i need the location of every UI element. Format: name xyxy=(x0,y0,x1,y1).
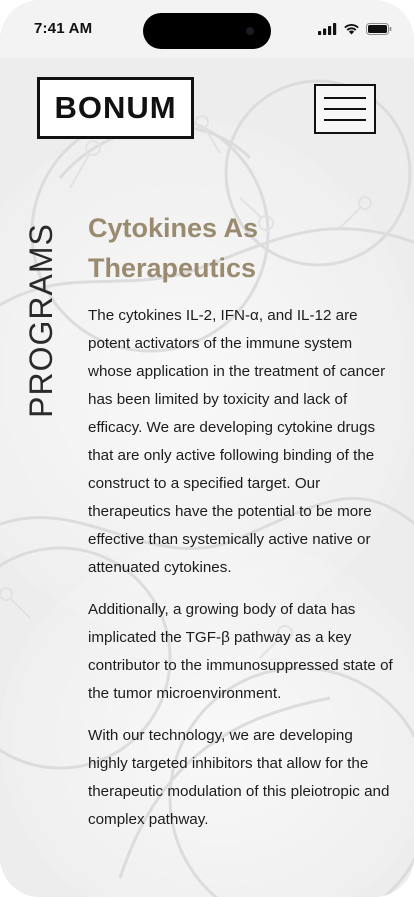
dynamic-island xyxy=(143,13,271,49)
section-label-text: PROGRAMS xyxy=(22,222,59,418)
hamburger-menu-icon-line xyxy=(324,108,366,110)
article-paragraph: The cytokines IL-2, IFN-α, and IL-12 are potent activators of the immune system whose application in the treatment of cancer has been limited by toxicity and lack of efficacy. We are developing cytokine drugs that are only active following binding of the construct to a specified target. Our therapeutics have the potential to be more effective than systemically active native or attenuated cytokines. xyxy=(88,307,386,576)
page-content xyxy=(0,58,414,897)
bonum-logo[interactable]: BONUM xyxy=(37,77,194,139)
cellular-signal-icon xyxy=(318,23,337,35)
battery-icon xyxy=(366,23,392,35)
hamburger-menu-icon-line xyxy=(324,119,366,121)
status-time: 7:41 AM xyxy=(34,20,93,37)
status-icons xyxy=(318,22,392,36)
wifi-icon xyxy=(343,23,360,35)
article xyxy=(88,208,396,848)
article-paragraph: With our technology, we are developing highly targeted inhibitors that allow for the therapeutic modulation of this pleiotropic and complex pathway. xyxy=(88,727,390,828)
hamburger-menu-button[interactable] xyxy=(314,84,376,134)
camera-dot-icon xyxy=(246,27,254,35)
status-bar xyxy=(0,0,414,58)
article-paragraph: Additionally, a growing body of data has implicated the TGF-β pathway as a key contributor to the immunosuppressed state of the tumor microenvironment. xyxy=(88,601,393,702)
section-label xyxy=(19,210,63,430)
hamburger-menu-icon xyxy=(324,97,366,99)
article-title: Cytokines As Therapeutics xyxy=(88,213,259,283)
